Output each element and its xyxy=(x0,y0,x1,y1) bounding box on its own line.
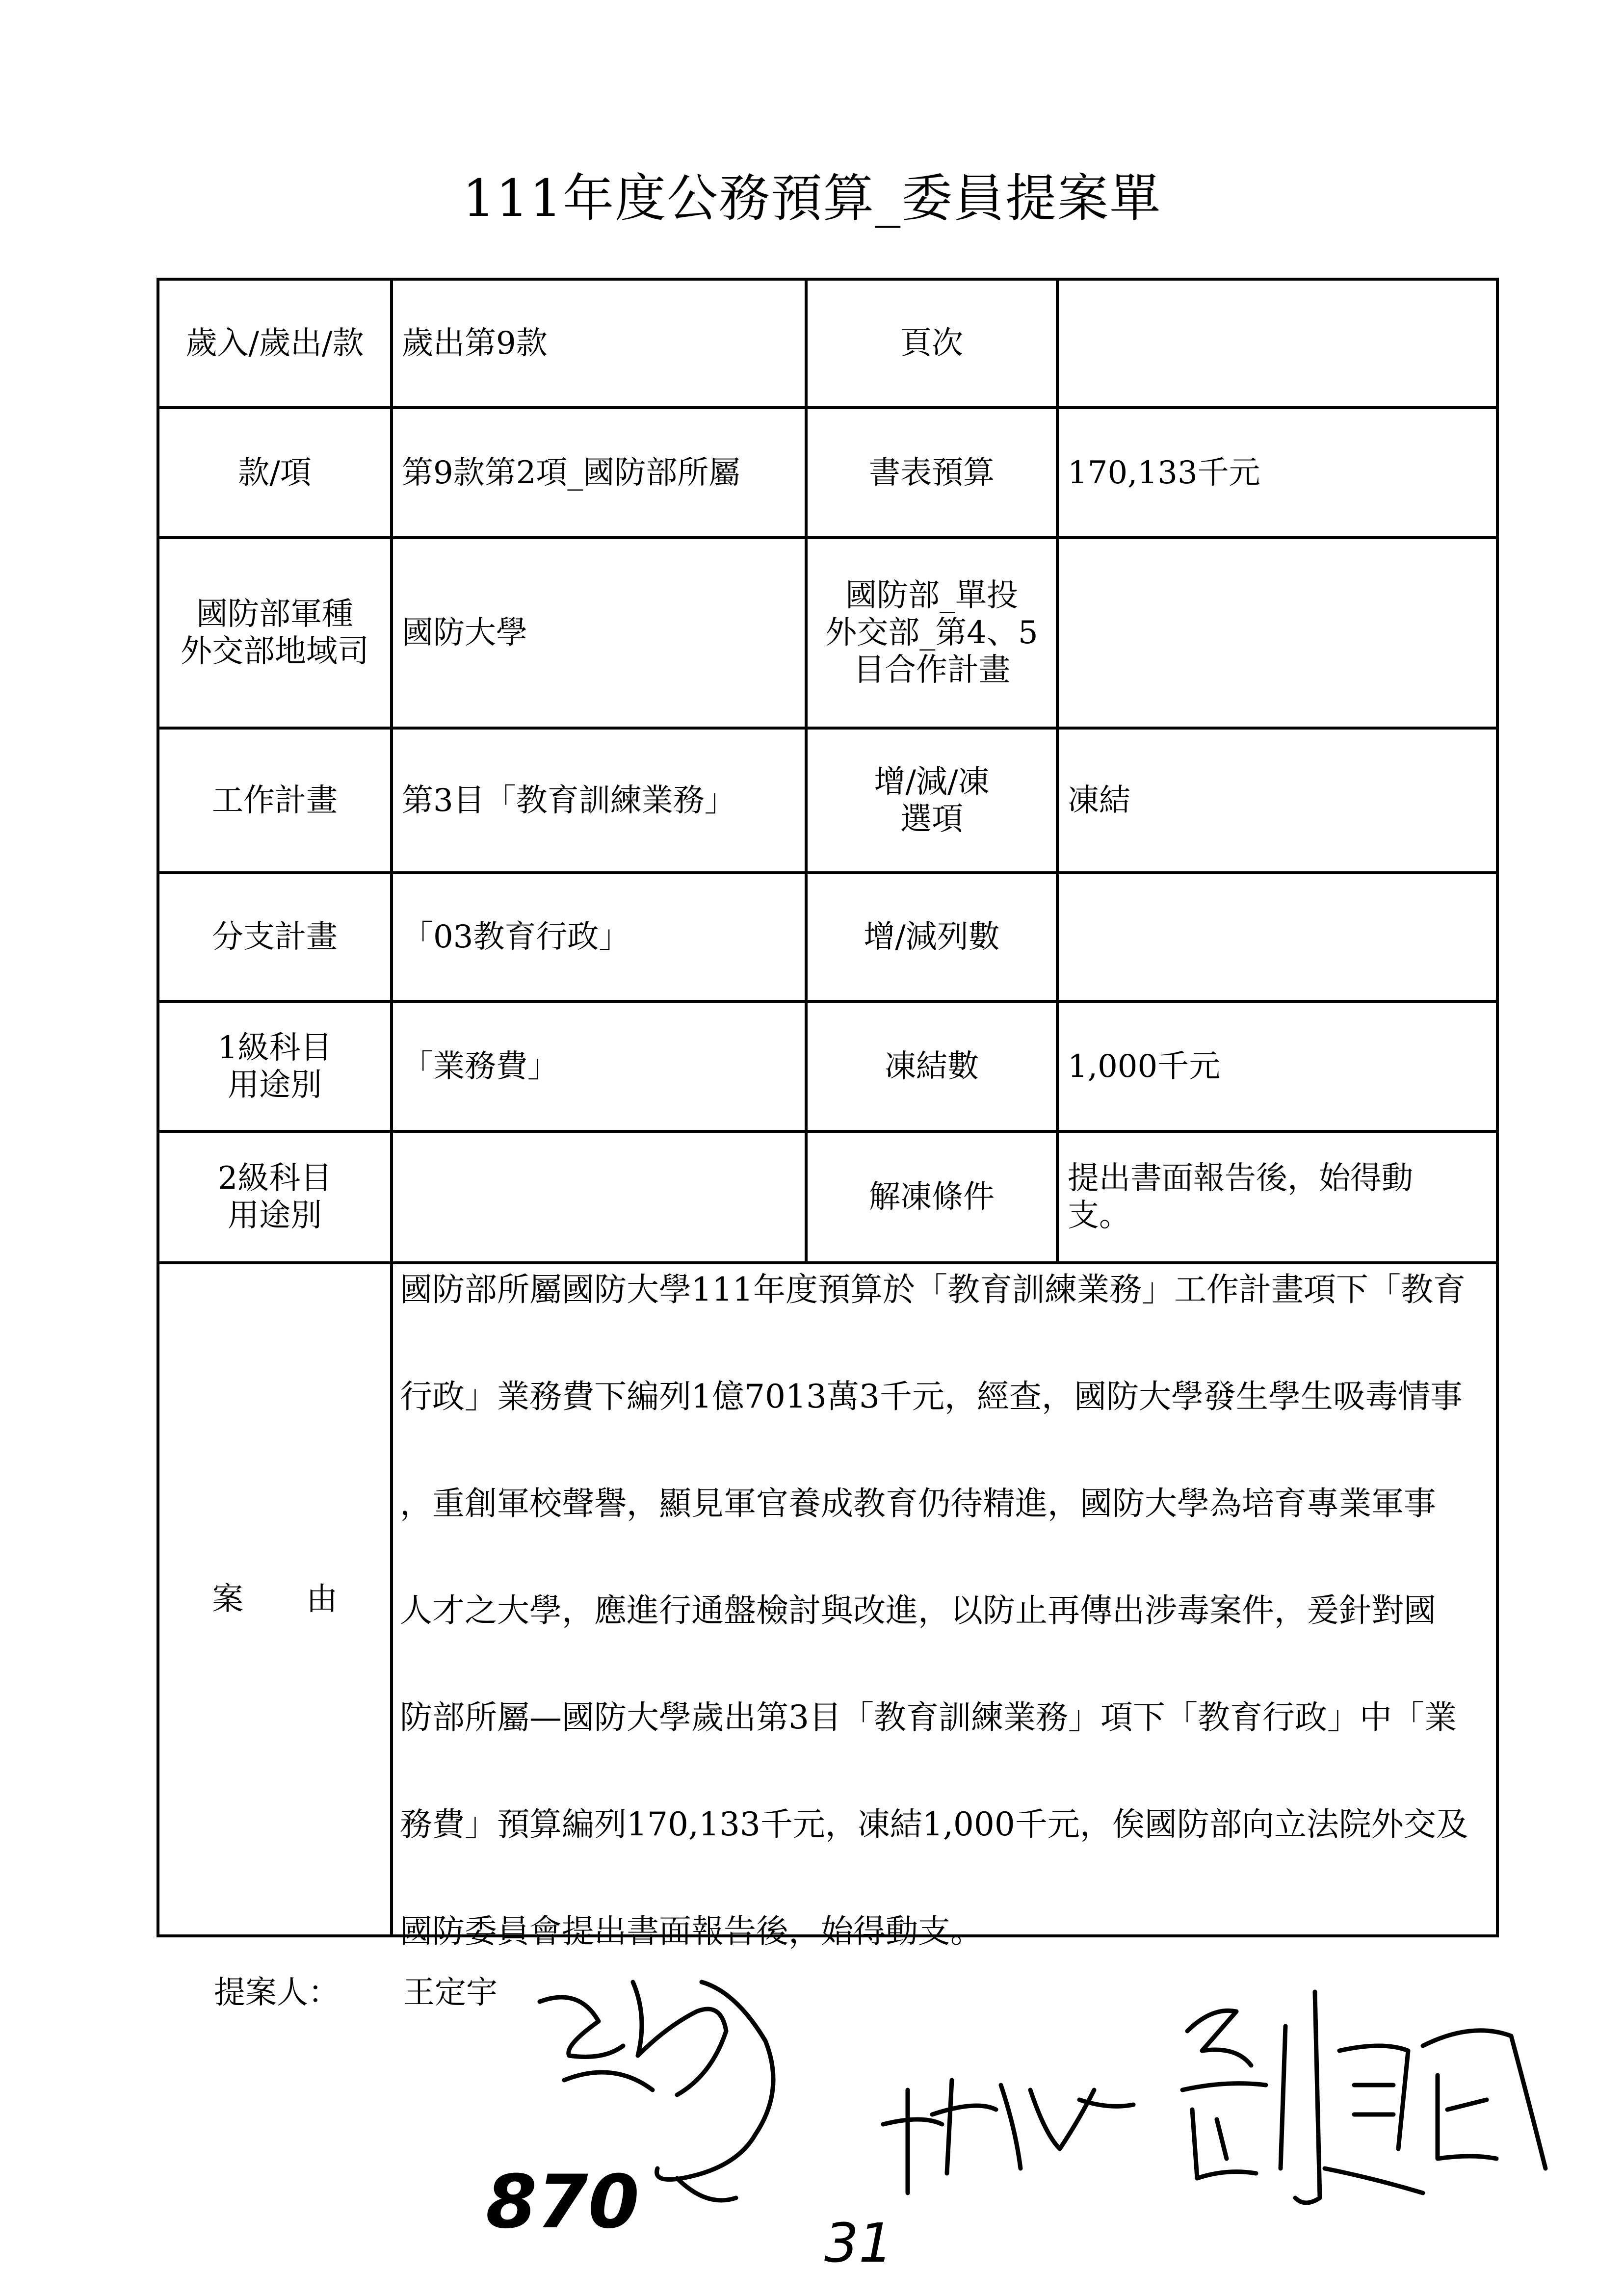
table-cell-value2: 提出書面報告後，始得動 支。 xyxy=(1068,1160,1413,1234)
table-cell-label: 1級科目 用途別 xyxy=(217,1029,332,1103)
table-cell-label: 國防部軍種 外交部地域司 xyxy=(181,596,369,670)
table-cell-label2: 頁次 xyxy=(900,325,963,362)
case-text-line: 防部所屬—國防大學歲出第3目「教育訓練業務」項下「教育行政」中「業 xyxy=(400,1698,1457,1736)
signature-2 xyxy=(883,2080,1133,2193)
table-cell-label: 工作計畫 xyxy=(212,782,338,819)
proposer-label: 提案人： xyxy=(214,1975,340,2011)
case-text-line: 國防部所屬國防大學111年度預算於「教育訓練業務」工作計畫項下「教育 xyxy=(400,1271,1466,1308)
case-text-line: 國防委員會提出書面報告後，始得動支。 xyxy=(400,1912,983,1950)
table-cell-value2: 凍結 xyxy=(1068,782,1130,819)
case-text-line: 行政」業務費下編列1億7013萬3千元，經查，國防大學發生學生吸毒情事 xyxy=(400,1378,1463,1415)
table-cell-value: 國防大學 xyxy=(402,615,527,651)
case-label: 案 由 xyxy=(212,1581,338,1618)
table-cell-label2: 書表預算 xyxy=(869,454,995,491)
table-cell-value: 歲出第9款 xyxy=(402,325,548,362)
handwritten-number: 870 xyxy=(486,2160,640,2245)
table-cell-label2: 解凍條件 xyxy=(869,1179,995,1215)
table-cell-label: 分支計畫 xyxy=(212,919,338,955)
table-cell-value: 第9款第2項_國防部所屬 xyxy=(402,454,740,491)
case-text-line: 務費」預算編列170,133千元，凍結1,000千元，俟國防部向立法院外交及 xyxy=(400,1805,1468,1843)
table-cell-label2: 凍結數 xyxy=(885,1048,979,1085)
signature-wang xyxy=(540,1982,773,2180)
case-text-line: 人才之大學，應進行通盤檢討與改進，以防止再傳出涉毒案件，爰針對國 xyxy=(400,1592,1436,1629)
table-cell-label: 歲入/歲出/款 xyxy=(185,325,364,362)
table-cell-value: 「03教育行政」 xyxy=(402,919,630,955)
table-cell-label: 款/項 xyxy=(238,454,312,491)
table-cell-label: 2級科目 用途別 xyxy=(217,1160,332,1234)
proposer-name: 王定宇 xyxy=(403,1975,498,2011)
table-cell-value2: 170,133千元 xyxy=(1068,454,1260,491)
table-cell-label2: 國防部_單投 外交部_第4、5 目合作計畫 xyxy=(825,577,1038,688)
signature-liu xyxy=(1182,1992,1545,2203)
handwritten-page-number: 31 xyxy=(824,2212,893,2274)
table-cell-value2: 1,000千元 xyxy=(1068,1048,1221,1085)
page-title: 111年度公務預算_委員提案單 xyxy=(462,168,1162,228)
table-cell-value: 第3目「教育訓練業務」 xyxy=(402,782,736,819)
table-cell-label2: 增/減/凍 選項 xyxy=(874,763,990,837)
table-cell-value: 「業務費」 xyxy=(402,1048,559,1085)
table-cell-label2: 增/減列數 xyxy=(864,919,1000,955)
case-text-line: ，重創軍校聲譽，顯見軍官養成教育仍待精進，國防大學為培育專業軍事 xyxy=(400,1485,1436,1522)
